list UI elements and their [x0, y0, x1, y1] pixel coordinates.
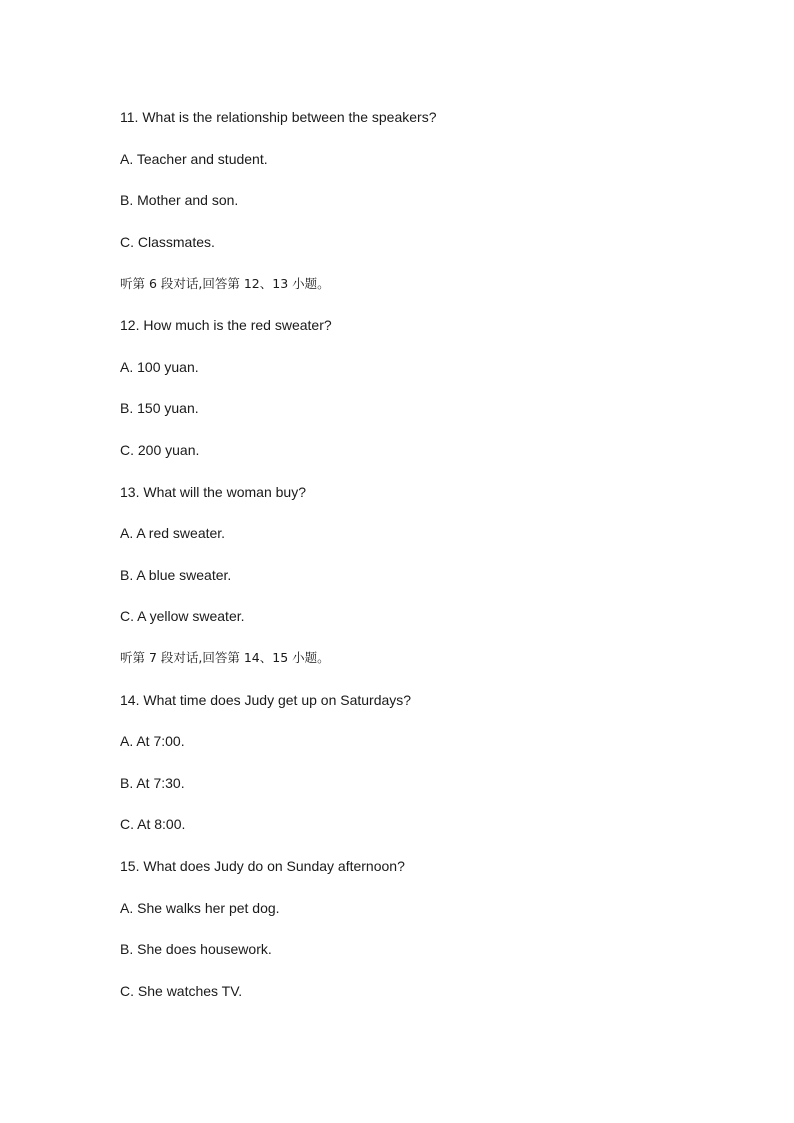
q14-option-c: C. At 8:00. [120, 816, 186, 832]
q11-option-b: B. Mother and son. [120, 192, 239, 208]
q15-option-a: A. She walks her pet dog. [120, 900, 280, 916]
q12-option-c: C. 200 yuan. [120, 442, 200, 458]
section-instruction-7: 听第 7 段对话,回答第 14、15 小题。 [120, 650, 330, 665]
q11-option-a: A. Teacher and student. [120, 151, 268, 167]
q12-option-a: A. 100 yuan. [120, 359, 199, 375]
q14-option-b: B. At 7:30. [120, 775, 185, 791]
question-15: 15. What does Judy do on Sunday afternoon? [120, 858, 405, 874]
q11-option-c: C. Classmates. [120, 234, 215, 250]
q12-option-b: B. 150 yuan. [120, 400, 199, 416]
question-12: 12. How much is the red sweater? [120, 317, 332, 333]
q13-option-c: C. A yellow sweater. [120, 608, 245, 624]
question-11: 11. What is the relationship between the speakers? [120, 109, 437, 125]
q13-option-b: B. A blue sweater. [120, 567, 232, 583]
q14-option-a: A. At 7:00. [120, 733, 185, 749]
question-13: 13. What will the woman buy? [120, 484, 306, 500]
q15-option-c: C. She watches TV. [120, 983, 243, 999]
q15-option-b: B. She does housework. [120, 941, 272, 957]
question-14: 14. What time does Judy get up on Saturdays? [120, 692, 412, 708]
section-instruction-6: 听第 6 段对话,回答第 12、13 小题。 [120, 276, 330, 291]
q13-option-a: A. A red sweater. [120, 525, 226, 541]
